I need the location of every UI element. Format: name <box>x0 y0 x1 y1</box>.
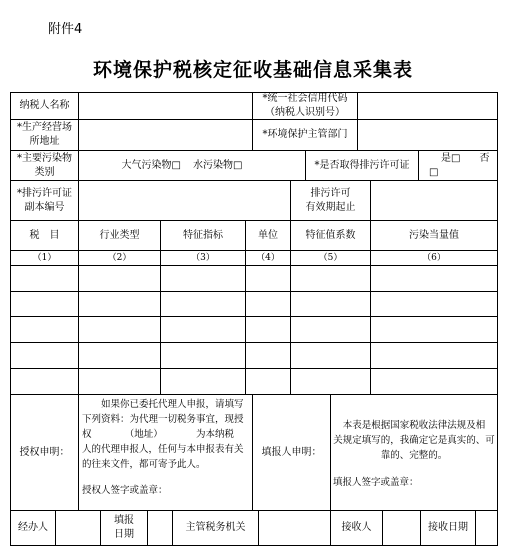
header-characteristic-indicator: 特征指标 <box>160 220 246 251</box>
attachment-label: 附件4 <box>48 22 83 37</box>
authorization-statement <box>78 394 253 511</box>
header-unit: 单位 <box>245 220 291 251</box>
receive-date-field[interactable] <box>475 510 498 546</box>
credit-code-label-line: *统一社会信用代码 <box>262 93 348 104</box>
taxpayer-name-field[interactable] <box>78 92 253 120</box>
form-title: 环境保护税核定征收基础信息采集表 <box>92 59 413 81</box>
pollution-equivalent-cell[interactable] <box>370 368 498 395</box>
fill-date-field[interactable] <box>147 510 173 546</box>
permit-yes-checkbox[interactable]: 是□ <box>441 153 461 164</box>
filer-signature-label: 填报人签字或盖章： <box>333 477 419 488</box>
business-address-label-line: 所地址 <box>29 136 60 147</box>
header-industry-type: 行业类型 <box>78 220 161 251</box>
authorization-label: 授权申明： <box>10 394 79 511</box>
authorizer-signature-label: 授权人签字或盖章： <box>82 485 168 496</box>
pollution-equivalent-cell[interactable] <box>370 342 498 369</box>
credit-code-label <box>252 92 358 120</box>
unit-cell[interactable] <box>245 342 291 369</box>
characteristic-coefficient-cell[interactable] <box>290 316 371 343</box>
unit-cell[interactable] <box>245 316 291 343</box>
receive-date-label: 接收日期 <box>420 510 476 546</box>
column-number: （5） <box>290 250 371 266</box>
taxpayer-name-label: 纳税人名称 <box>10 92 79 120</box>
authorization-text-line: 权 （地址） 为本纳税 <box>82 429 235 440</box>
authorization-text-line: 人的代理申报人，任何与本申报表有关 <box>82 444 244 455</box>
air-pollutant-checkbox[interactable]: 大气污染物□ <box>121 159 181 171</box>
receiver-label: 接收人 <box>330 510 383 546</box>
column-number: （3） <box>160 250 246 266</box>
characteristic-indicator-cell[interactable] <box>160 291 246 317</box>
handler-label: 经办人 <box>10 510 56 546</box>
filer-text-line: 本表是根据国家税收法律法规及相 <box>342 420 486 431</box>
unit-cell[interactable] <box>245 265 291 292</box>
business-address-label <box>10 119 79 151</box>
characteristic-indicator-cell[interactable] <box>160 368 246 395</box>
pollutant-category-label <box>10 150 79 181</box>
header-pollution-equivalent: 污染当量值 <box>370 220 498 251</box>
pollution-equivalent-cell[interactable] <box>370 291 498 317</box>
column-number: （4） <box>245 250 291 266</box>
permit-copy-number-label <box>10 180 79 221</box>
env-authority-label: *环境保护主管部门 <box>252 119 358 151</box>
authorization-text-line: 下列资料：为代理一切税务事宜，现授 <box>82 414 244 425</box>
header-tax-item: 税 目 <box>10 220 79 251</box>
permit-copy-number-field[interactable] <box>78 180 291 221</box>
business-address-label-line: *生产经营场 <box>17 122 72 133</box>
permit-validity-field[interactable] <box>370 180 498 221</box>
industry-type-cell[interactable] <box>78 342 161 369</box>
pollution-equivalent-cell[interactable] <box>370 265 498 292</box>
characteristic-indicator-cell[interactable] <box>160 342 246 369</box>
pollutant-category-label-line: 类别 <box>34 166 55 178</box>
industry-type-cell[interactable] <box>78 368 161 395</box>
tax-item-cell[interactable] <box>10 316 79 343</box>
permit-copy-number-label-line: *排污许可证 <box>17 187 72 199</box>
permit-obtained-label: *是否取得排污许可证 <box>305 150 419 181</box>
characteristic-indicator-cell[interactable] <box>160 265 246 292</box>
tax-authority-label: 主管税务机关 <box>172 510 259 546</box>
column-number: （1） <box>10 250 79 266</box>
filer-statement <box>330 394 498 511</box>
permit-validity-label <box>290 180 371 221</box>
filer-text-line: 靠的、完整的。 <box>380 450 448 461</box>
pollutant-category-label-line: *主要污染物 <box>17 152 72 164</box>
unit-cell[interactable] <box>245 291 291 317</box>
industry-type-cell[interactable] <box>78 265 161 292</box>
unit-cell[interactable] <box>245 368 291 395</box>
tax-item-cell[interactable] <box>10 342 79 369</box>
filer-label: 填报人申明： <box>252 394 331 511</box>
credit-code-label-line: （纳税人识别号） <box>265 107 345 118</box>
business-address-field[interactable] <box>78 119 253 151</box>
characteristic-coefficient-cell[interactable] <box>290 265 371 292</box>
pollution-equivalent-cell[interactable] <box>370 316 498 343</box>
credit-code-field[interactable] <box>357 92 498 120</box>
permit-no-checkbox[interactable]: 否□ <box>429 153 490 178</box>
receiver-field[interactable] <box>382 510 421 546</box>
permit-obtained-options <box>418 150 498 181</box>
header-characteristic-coefficient: 特征值系数 <box>290 220 371 251</box>
tax-item-cell[interactable] <box>10 368 79 395</box>
permit-copy-number-label-line: 副本编号 <box>24 201 65 213</box>
fill-date-label-line: 日期 <box>114 529 134 540</box>
authorization-text-line: 如果你已委托代理人申报，请填写 <box>101 399 244 410</box>
characteristic-coefficient-cell[interactable] <box>290 368 371 395</box>
industry-type-cell[interactable] <box>78 291 161 317</box>
tax-item-cell[interactable] <box>10 291 79 317</box>
permit-validity-label-line: 有效期起止 <box>305 201 356 213</box>
fill-date-label <box>100 510 148 546</box>
characteristic-coefficient-cell[interactable] <box>290 342 371 369</box>
env-authority-field[interactable] <box>357 119 498 151</box>
characteristic-coefficient-cell[interactable] <box>290 291 371 317</box>
characteristic-indicator-cell[interactable] <box>160 316 246 343</box>
water-pollutant-checkbox[interactable]: 水污染物□ <box>193 159 243 171</box>
filer-text-line: 关规定填写的，我确定它是真实的、可 <box>333 435 495 446</box>
tax-item-cell[interactable] <box>10 265 79 292</box>
handler-field[interactable] <box>55 510 101 546</box>
fill-date-label-line: 填报 <box>114 515 134 526</box>
column-number: （6） <box>370 250 498 266</box>
column-number: （2） <box>78 250 161 266</box>
authorization-text-line: 的往来文件，都可寄予此人。 <box>82 459 206 470</box>
industry-type-cell[interactable] <box>78 316 161 343</box>
tax-authority-field[interactable] <box>258 510 331 546</box>
pollutant-options <box>78 150 306 181</box>
permit-validity-label-line: 排污许可 <box>310 187 351 199</box>
